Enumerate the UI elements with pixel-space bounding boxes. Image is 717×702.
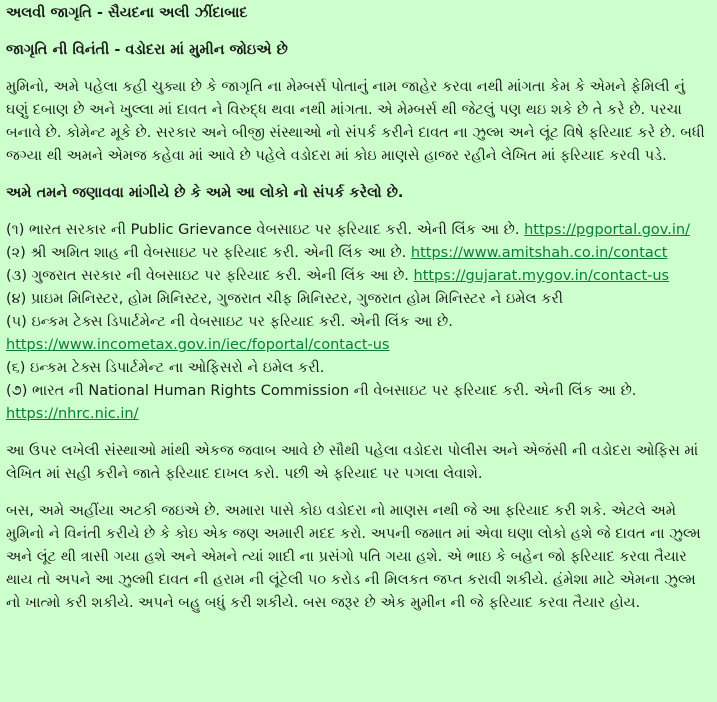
contact-text-2: (૨) શ્રી અમિત શાહ ની વેબસાઇટ પર ફરિયાદ કરી. એની લિંક આ છે.: [6, 245, 411, 261]
contact-link-5[interactable]: https://www.incometax.gov.in/iec/foportal/contact-us: [6, 337, 390, 353]
contact-item-2: [6, 242, 711, 265]
closing-paragraph: બસ, અમે અહીંયા અટકી જઇએ છે. અમારા પાસે કોઇ વડોદરા નો માણસ નથી જે આ ફરિયાદ કરી શકે. એટલે અમે મુમિનો ને વિનંતી કરીયે છે કે કોઇ એક જણ અમારી મદદ કરો. અપની જમાત માં એવા ઘણા લોકો હશે જે દાવત ના ઝુલ્મ અને લૂંટ થી ત્રાસી ગયા હશે અને એમને ત્યાં શાદી ના પ્રસંગો પતિ ગયા હશે. એ ભાઇ કે બહેન જો ફરિયાદ કરવા તૈયાર થાય તો અપને આ ઝુલ્મી દાવત ની હરામ ની લૂંટેલી ૫૦ કરોડ ની મિલકત જપ્ત કરાવી શકીયે. હંમેશા માટે એમના ઝુલ્મ નો ખાત્મો કરી શકીયે. અપને બહુ બધું કરી શકીયે. બસ જરૂર છે એક મુમીન ની જે ફરિયાદ કરવા તૈયાર હોય.: [6, 503, 701, 611]
contact-text-7: (૭) ભારત ની National Human Rights Commission ની વેબસાઇટ પર ફરિયાદ કરી. એની લિંક આ છે.: [6, 383, 637, 399]
contacts-list: [6, 219, 711, 426]
page-subtitle: જાગૃતિ ની વિનંતી - વડોદરા માં મુમીન જોઇએ છે: [6, 42, 288, 58]
contact-text-6: (૬) ઇન્કમ ટેક્સ ડિપાર્ટમેન્ટ ના ઓફિસરો ને ઇમેલ કરી.: [6, 360, 325, 376]
contact-link-3[interactable]: https://gujarat.mygov.in/contact-us: [413, 268, 670, 284]
contact-item-3: [6, 265, 711, 288]
contact-item-4: [6, 288, 711, 311]
page-title: અલવી જાગૃતિ - સૈયદના અલી ઝીંદાબાદ: [6, 5, 248, 21]
contact-link-7[interactable]: https://nhrc.nic.in/: [6, 406, 139, 422]
response-paragraph: આ ઉપર લખેલી સંસ્થાઓ માંથી એકજ જવાબ આવે છે સૌથી પહેલા વડોદરા પોલીસ અને એજંસી ની વડોદરા ઓફિસ માં લેખિત માં સહી કરીને જાતે ફરિયાદ દાખલ કરો. પછી એ ફરિયાદ પર પગલા લેવાશે.: [6, 443, 699, 482]
intro-paragraph: મુમિનો, અમે પહેલા કહી ચુક્યા છે કે જાગૃતિ ના મેમ્બર્સ પોતાનું નામ જાહેર કરવા નથી માંગતા કેમ કે એમને ફેમિલી નું ઘણું દબાણ છે અને ખુલ્લા માં દાવત ને વિરુદ્ધ થવા નથી માંગતા. એ મેમ્બર્સ થી જેટલું પણ થઇ શકે છે તે કરે છે. પરચા બનાવે છે. કોમેન્ટ મૂકે છે. સરકાર અને બીજી સંસ્થાઓ નો સંપર્ક કરીને દાવત ના ઝુલ્મ અને લૂંટ વિષે ફરિયાદ કરે છે. બધી જગ્યા થી અમને એમજ કહેવા માં આવે છે પહેલે વડોદરા માં કોઇ માણસે હાજર રહીને લેખિત માં ફરિયાદ કરવી પડે.: [6, 79, 705, 164]
contact-item-1: [6, 219, 711, 242]
contact-item-5: [6, 311, 711, 357]
contact-link-1[interactable]: https://pgportal.gov.in/: [524, 222, 690, 238]
contact-link-2[interactable]: https://www.amitshah.co.in/contact: [410, 245, 668, 261]
contacts-heading: અમે તમને જણાવવા માંગીયે છે કે અમે આ લોકો નો સંપર્ક કરેલો છે.: [6, 185, 404, 201]
contact-text-4: (૪) પ્રાઇમ મિનિસ્ટર, હોમ મિનિસ્ટર, ગુજરાત ચીફ મિનિસ્ટર, ગુજરાત હોમ મિનિસ્ટર ને ઇમેલ કરી: [6, 291, 563, 307]
contact-text-1: (૧) ભારત સરકાર ની Public Grievance વેબસાઇટ પર ફરિયાદ કરી. એની લિંક આ છે.: [6, 222, 525, 238]
contact-item-7: [6, 380, 711, 426]
contact-item-6: [6, 357, 711, 380]
contact-text-3: (૩) ગુજરાત સરકાર ની વેબસાઇટ પર ફરિયાદ કરી. એની લિંક આ છે.: [6, 268, 414, 284]
contact-text-5: (૫) ઇન્કમ ટેક્સ ડિપાર્ટમેન્ટ ની વેબસાઇટ પર ફરિયાદ કરી. એની લિંક આ છે.: [6, 314, 453, 330]
